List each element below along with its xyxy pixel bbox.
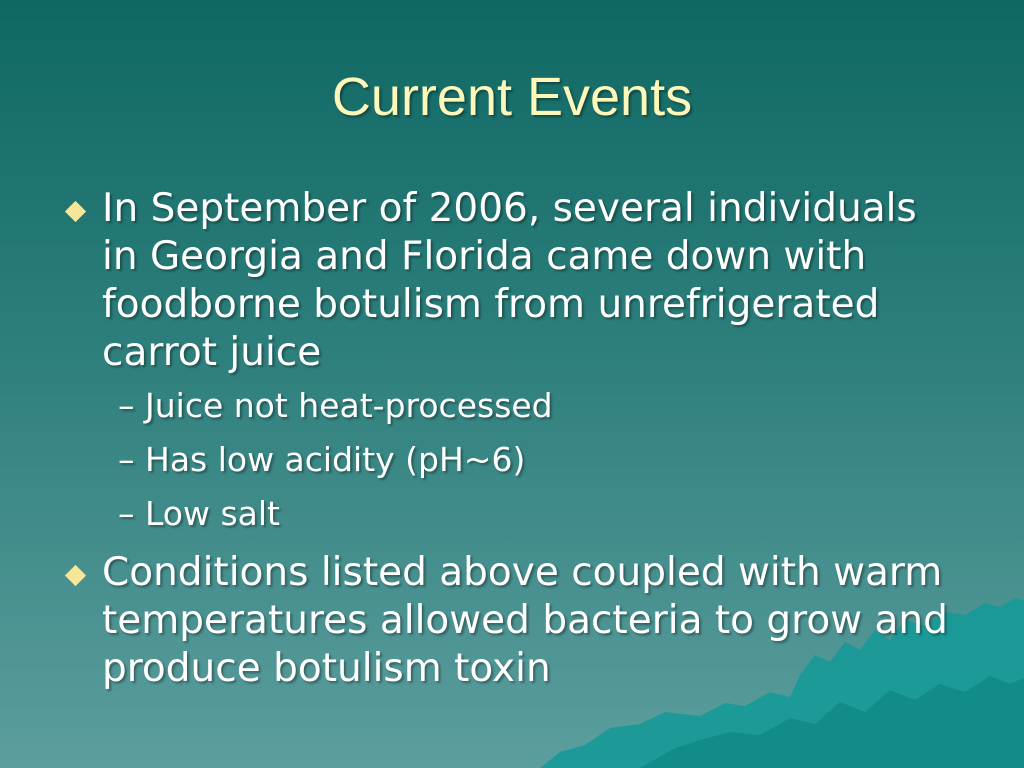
slide-body (60, 185, 960, 693)
sub-bullet-text: Juice not heat-processed (145, 386, 553, 425)
bullet-text: Conditions listed above coupled with warm temperatures allowed bacteria to grow and produce botulism toxin (102, 550, 948, 691)
sub-bullet-list (60, 379, 960, 541)
dash-marker: – (118, 494, 135, 533)
sub-bullet-text: Has low acidity (pH~6) (145, 440, 526, 479)
diamond-bullet-icon (65, 565, 86, 586)
diamond-bullet-icon (65, 201, 86, 222)
dash-marker: – (118, 440, 135, 479)
slide-title: Current Events (331, 67, 693, 127)
bullet-item (60, 185, 960, 377)
bullet-text: In September of 2006, several individuals in Georgia and Florida came down with foodborne botulism from unrefrigerated carrot juice (102, 186, 917, 375)
sub-bullet-item (118, 433, 960, 487)
sub-bullet-item (118, 379, 960, 433)
bullet-item (60, 549, 960, 693)
sub-bullet-item (118, 487, 960, 541)
sub-bullet-text: Low salt (145, 494, 280, 533)
dash-marker: – (118, 386, 135, 425)
